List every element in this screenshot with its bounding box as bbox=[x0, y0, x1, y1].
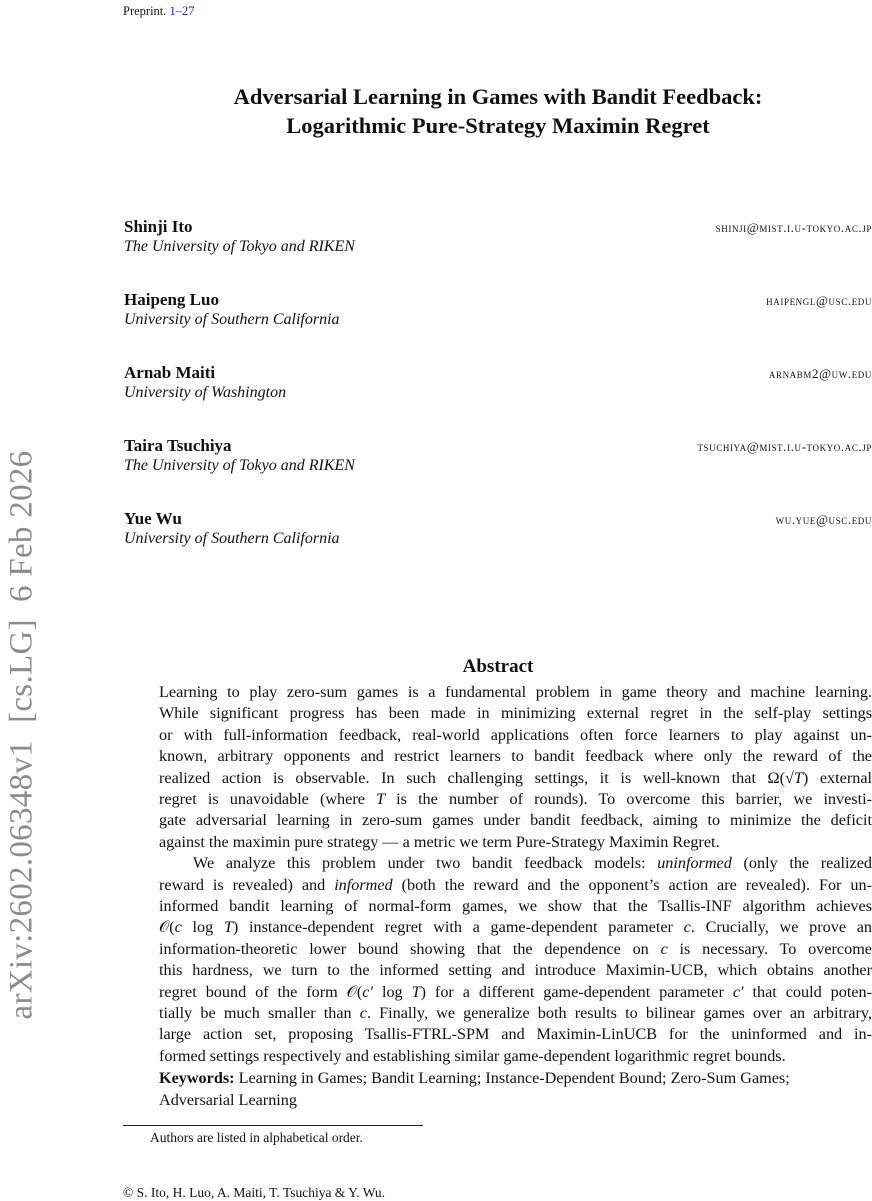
arxiv-identifier: arXiv:2602.06348v1 [cs.LG] 6 Feb 2026 bbox=[3, 450, 40, 1020]
abstract-emphasis: uninformed bbox=[657, 854, 732, 873]
abstract-emphasis: c bbox=[174, 918, 182, 937]
abstract-line bbox=[159, 960, 872, 980]
abstract-emphasis: T bbox=[376, 790, 386, 808]
abstract-text: or with full-information feedback, real-world applications often force learners to play against un- bbox=[159, 725, 872, 744]
abstract-text: regret is unavoidable (where bbox=[159, 790, 377, 808]
abstract-line bbox=[159, 896, 872, 916]
footnote: Authors are listed in alphabetical order. bbox=[150, 1130, 363, 1145]
abstract-text: is necessary. To overcome bbox=[667, 939, 872, 958]
author-email[interactable]: haipengl@usc.edu bbox=[766, 293, 872, 308]
abstract-line bbox=[159, 768, 872, 788]
abstract-text: formed settings respectively and establishing similar game-dependent logarithmic regret bounds. bbox=[159, 1046, 786, 1065]
abstract-emphasis: T bbox=[793, 768, 803, 787]
abstract-line bbox=[159, 1046, 872, 1066]
abstract-heading: Abstract bbox=[462, 656, 534, 677]
abstract-text: this hardness, we turn to the informed setting and introduce Maximin-UCB, which obtains another bbox=[159, 961, 872, 980]
author-affiliation: The University of Tokyo and RIKEN bbox=[124, 238, 355, 255]
author-email[interactable]: shinji@mist.i.u-tokyo.ac.jp bbox=[715, 220, 872, 235]
abstract-text: gate adversarial learning in zero-sum games under bandit feedback, aiming to minimize the deficit bbox=[159, 811, 872, 830]
abstract-line bbox=[159, 939, 872, 959]
abstract-line bbox=[159, 703, 872, 723]
abstract-text: regret bound of the form 𝒪( bbox=[159, 982, 363, 1001]
abstract-emphasis: c bbox=[359, 1004, 367, 1022]
author-email[interactable]: wu.yue@usc.edu bbox=[775, 512, 872, 527]
author-affiliation: University of Southern California bbox=[124, 311, 340, 328]
abstract-text: against the maximin pure strategy — a metric we term Pure-Strategy Maximin Regret. bbox=[159, 832, 720, 851]
author-name: Arnab Maiti bbox=[124, 363, 216, 382]
author-email[interactable]: tsuchiya@mist.i.u-tokyo.ac.jp bbox=[697, 439, 872, 454]
abstract-text: We analyze this problem under two bandit feedback models: bbox=[193, 854, 658, 873]
abstract-text: ) external bbox=[802, 768, 872, 787]
preprint-label: Preprint. bbox=[123, 4, 167, 18]
abstract-emphasis: c bbox=[660, 939, 668, 958]
abstract-line bbox=[159, 725, 872, 745]
author-affiliation: University of Washington bbox=[124, 384, 287, 401]
abstract-text: Learning to play zero-sum games is a fundamental problem in game theory and machine learning. bbox=[159, 683, 872, 701]
abstract-text: tially be much smaller than bbox=[159, 1004, 360, 1022]
author-name: Shinji Ito bbox=[124, 217, 193, 236]
paper-title-line-1: Adversarial Learning in Games with Bandit Feedback: bbox=[233, 84, 763, 109]
abstract-text: large action set, proposing Tsallis-FTRL-SPM and Maximin-LinUCB for the uninformed and in- bbox=[159, 1025, 872, 1044]
abstract-line bbox=[193, 853, 872, 873]
paper-title-line-2: Logarithmic Pure-Strategy Maximin Regret bbox=[286, 113, 710, 138]
keywords-line-1: Learning in Games; Bandit Learning; Instance-Dependent Bound; Zero-Sum Games; bbox=[238, 1069, 790, 1087]
author-name: Yue Wu bbox=[124, 509, 182, 528]
author-name: Taira Tsuchiya bbox=[124, 436, 232, 455]
abstract-emphasis: c′ bbox=[732, 982, 744, 1001]
abstract-emphasis: T bbox=[223, 918, 233, 937]
abstract-text: that could poten- bbox=[743, 982, 872, 1001]
abstract-line bbox=[159, 810, 872, 830]
abstract-line bbox=[159, 746, 872, 766]
abstract-line bbox=[159, 917, 872, 937]
abstract-line bbox=[159, 1003, 872, 1023]
abstract-emphasis: c bbox=[683, 918, 691, 937]
author-affiliation: University of Southern California bbox=[124, 530, 340, 547]
abstract-text: log bbox=[373, 982, 412, 1001]
author-name: Haipeng Luo bbox=[124, 290, 219, 309]
abstract-text: informed bandit learning of normal-form games, we show that the Tsallis-INF algorithm achieves bbox=[159, 897, 872, 915]
abstract-emphasis: c′ bbox=[362, 982, 373, 1001]
page-range-link[interactable]: 1–27 bbox=[169, 4, 195, 18]
abstract-line bbox=[159, 1024, 872, 1044]
author-email[interactable]: arnabm2@uw.edu bbox=[768, 366, 872, 381]
abstract-text: ) for a different game-dependent parameter bbox=[420, 982, 733, 1001]
abstract-text: is the number of rounds). To overcome this barrier, we investi- bbox=[385, 790, 872, 808]
abstract-text: . Finally, we generalize both results to bilinear games over an arbitrary, bbox=[366, 1004, 872, 1022]
abstract-text: 𝒪( bbox=[159, 918, 175, 937]
abstract-text: . Crucially, we prove an bbox=[690, 918, 872, 937]
keywords bbox=[159, 1068, 872, 1088]
abstract-text: While significant progress has been made in minimizing external regret in the self-play settings bbox=[159, 704, 872, 723]
abstract-line bbox=[159, 875, 872, 895]
abstract-emphasis: informed bbox=[334, 875, 393, 894]
keywords-label: Keywords: bbox=[159, 1069, 235, 1087]
footnote-divider bbox=[123, 1125, 423, 1126]
running-header bbox=[123, 4, 195, 19]
abstract-text: log bbox=[181, 918, 224, 937]
abstract-line bbox=[159, 682, 872, 702]
author-affiliation: The University of Tokyo and RIKEN bbox=[124, 457, 355, 474]
abstract-emphasis: T bbox=[411, 982, 421, 1001]
abstract-line bbox=[159, 982, 872, 1002]
abstract-text: known, arbitrary opponents and restrict learners to bandit feedback where only the reward of the bbox=[159, 747, 872, 766]
copyright-notice: © S. Ito, H. Luo, A. Maiti, T. Tsuchiya & Y. Wu. bbox=[123, 1185, 386, 1200]
abstract-text: realized action is observable. In such challenging settings, it is well-known that Ω(√ bbox=[159, 768, 794, 787]
abstract-line bbox=[159, 832, 872, 852]
abstract-text: (both the reward and the opponent’s action are revealed). For un- bbox=[392, 875, 872, 894]
abstract-text: ) instance-dependent regret with a game-dependent parameter bbox=[232, 918, 684, 937]
keywords-line-2: Adversarial Learning bbox=[159, 1091, 297, 1109]
abstract-text: information-theoretic lower bound showing that the dependence on bbox=[159, 939, 661, 958]
abstract-text: reward is revealed) and bbox=[159, 875, 335, 894]
abstract-text: (only the realized bbox=[731, 854, 872, 873]
abstract-line bbox=[159, 789, 872, 809]
